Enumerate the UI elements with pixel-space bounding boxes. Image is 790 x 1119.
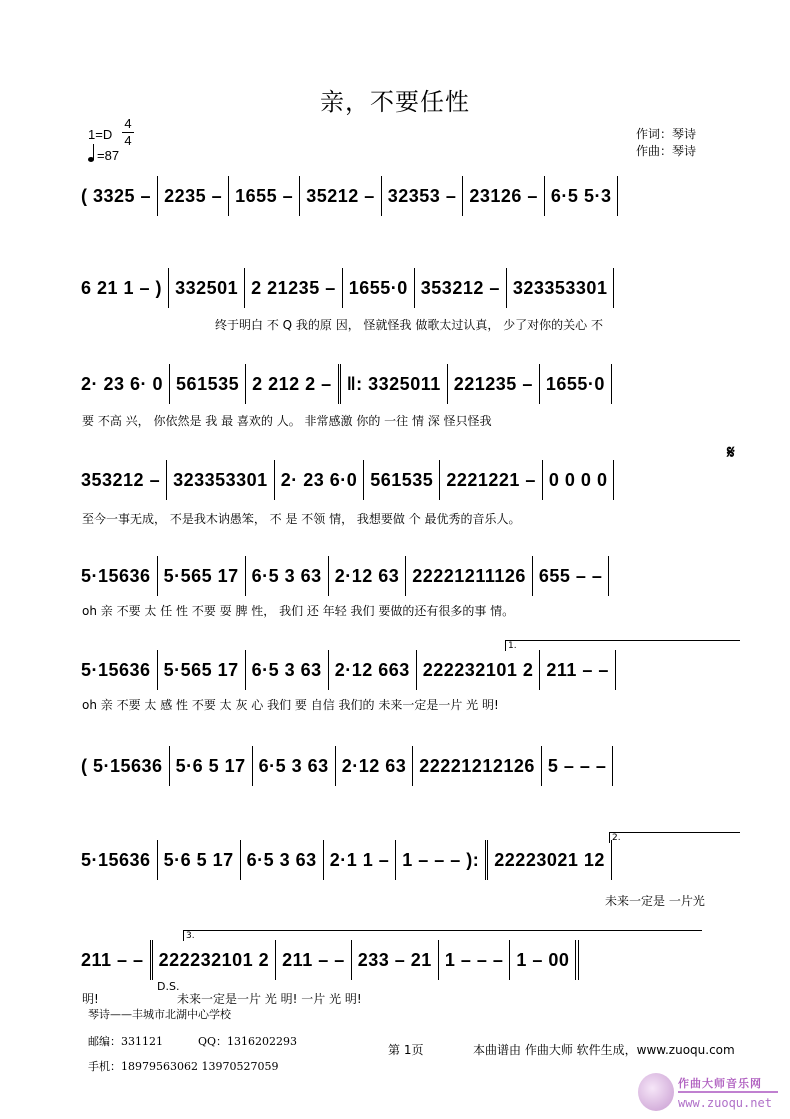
measure: 5·6 5 17 (158, 840, 241, 880)
time-signature-bottom: 4 (124, 133, 132, 148)
measure: 211 – – (75, 940, 153, 980)
volta-bracket-2: 2. (609, 832, 740, 843)
measure: 0 0 0 0 (543, 460, 615, 500)
staff-row-2 (75, 268, 740, 332)
ds-marking: D.S. (157, 980, 180, 993)
measure: 222232101 2 (417, 650, 541, 690)
measures (75, 460, 614, 500)
measure: 323353301 (167, 460, 275, 500)
segno-icon: 𝄋 (727, 442, 735, 463)
staff-row-3 (75, 364, 740, 428)
measure: 5 – – – (542, 746, 614, 786)
measure: 6·5 5·3 (545, 176, 619, 216)
lyrics-line: 终于明白 不 Q 我的原 因， 怪就怪我 做歌太过认真， 少了对你的关心 不 (215, 318, 603, 332)
measures (75, 940, 579, 980)
measure: 5·15636 (75, 840, 158, 880)
measure: 1655·0 (540, 364, 612, 404)
measure: 5·15636 (75, 650, 158, 690)
measure: ( 5·15636 (75, 746, 170, 786)
measure: 655 – – (533, 556, 610, 596)
measure: 2·12 663 (329, 650, 417, 690)
measure: 5·15636 (75, 556, 158, 596)
measure: 332501 (169, 268, 245, 308)
tempo-value: =87 (97, 148, 120, 163)
measure: 22221211126 (406, 556, 533, 596)
watermark (636, 1071, 784, 1115)
measure: 2 21235 – (245, 268, 343, 308)
volta-bracket-3: 3. (183, 930, 702, 941)
measure: 211 – – (276, 940, 352, 980)
watermark-text: 作曲大师音乐网 (678, 1077, 762, 1090)
measure: 6·5 3 63 (253, 746, 336, 786)
measure: 6·5 3 63 (246, 650, 329, 690)
staff-row-1 (75, 176, 740, 216)
watermark-divider (678, 1091, 778, 1093)
staff-row-4 (75, 442, 740, 526)
time-signature (122, 117, 134, 148)
measure: 35212 – (300, 176, 382, 216)
measure: 2·1 1 – (324, 840, 397, 880)
measures (75, 650, 616, 690)
measure: 22223021 12 (488, 840, 612, 880)
measure: 2·12 63 (329, 556, 407, 596)
lyricist: 作词：琴诗 (636, 127, 697, 141)
measure: 2 212 2 – (246, 364, 341, 404)
measure: 233 – 21 (352, 940, 439, 980)
measure: ( 3325 – (75, 176, 158, 216)
measure: 5·6 5 17 (170, 746, 253, 786)
staff-row-6 (75, 641, 740, 712)
measure: 5·565 17 (158, 556, 246, 596)
lyrics-line: 未来一定是 一片光 (605, 894, 705, 908)
watermark-url: www.zuoqu.net (678, 1096, 772, 1110)
staff-row-7 (75, 746, 740, 786)
lyrics-line: oh 亲 不要 太 感 性 不要 太 灰 心 我们 要 自信 我们的 未来一定是一片 光 明! (82, 698, 499, 712)
measure: 1 – – – (439, 940, 511, 980)
music-logo-icon (638, 1073, 674, 1111)
key-signature: 1=D (88, 127, 113, 142)
phone-numbers: 手机：18979563062 13970527059 (88, 1060, 279, 1073)
author-school: 琴诗——丰城市北湖中心学校 (88, 1008, 231, 1021)
measure: 353212 – (75, 460, 167, 500)
staff-row-8 (75, 833, 740, 908)
measure: 211 – – (540, 650, 616, 690)
time-signature-top: 4 (124, 116, 132, 131)
lyrics-line: oh 亲 不要 太 任 性 不要 耍 脾 性， 我们 还 年轻 我们 要做的还有很多的事 情。 (82, 604, 515, 618)
measure: 6·5 3 63 (246, 556, 329, 596)
tempo-marking (88, 148, 119, 163)
measures (75, 746, 613, 786)
measure: 2235 – (158, 176, 229, 216)
measure: 2· 23 6· 0 (75, 364, 170, 404)
staff-row-9 (75, 931, 740, 1006)
generator-note: 本曲谱由 作曲大师 软件生成，www.zuoqu.com (473, 1043, 735, 1057)
lyrics-line: 未来一定是一片 光 明! 一片 光 明! (177, 992, 362, 1006)
volta-bracket-1: 1. (505, 640, 740, 651)
measure: 353212 – (415, 268, 507, 308)
composer: 作曲：琴诗 (636, 144, 697, 158)
measure: 1655 – (229, 176, 300, 216)
staff-row-5 (75, 556, 740, 618)
lyrics-line: 要 不高 兴， 你依然是 我 最 喜欢的 人。 非常感激 你的 一往 情 深 怪只怪我 (82, 414, 492, 428)
postcode: 邮编：331121 (88, 1035, 163, 1048)
credits (636, 126, 696, 160)
measure: 221235 – (448, 364, 540, 404)
measures (75, 176, 618, 216)
measure: 1 – – – ): (396, 840, 488, 880)
measures (75, 268, 614, 308)
measure: 561535 (364, 460, 440, 500)
measure: 22221212126 (413, 746, 542, 786)
song-title: 亲，不要任性 (320, 88, 470, 116)
page-number: 第 1页 (388, 1043, 424, 1057)
measure: 323353301 (507, 268, 615, 308)
measures (75, 840, 612, 880)
measure: 6·5 3 63 (241, 840, 324, 880)
measure: 32353 – (382, 176, 464, 216)
measure: ‖: 3325011 (341, 364, 448, 404)
quarter-note-icon (88, 157, 94, 162)
lyrics-line: 明! (82, 992, 99, 1006)
measure: 23126 – (463, 176, 545, 216)
measure: 561535 (170, 364, 246, 404)
measure: 2221221 – (440, 460, 543, 500)
measure: 2·12 63 (336, 746, 414, 786)
measure: 2· 23 6·0 (275, 460, 365, 500)
measure: 222232101 2 (153, 940, 277, 980)
lyrics-line: 至今一事无成， 不是我木讷愚笨， 不 是 不领 情， 我想要做 个 最优秀的音乐人。 (82, 512, 521, 526)
measures (75, 364, 612, 404)
measures (75, 556, 609, 596)
qq-number: QQ：1316202293 (198, 1035, 298, 1048)
measure: 1 – 00 (510, 940, 579, 980)
measure: 5·565 17 (158, 650, 246, 690)
measure: 6 21 1 – ) (75, 268, 169, 308)
measure: 1655·0 (343, 268, 415, 308)
